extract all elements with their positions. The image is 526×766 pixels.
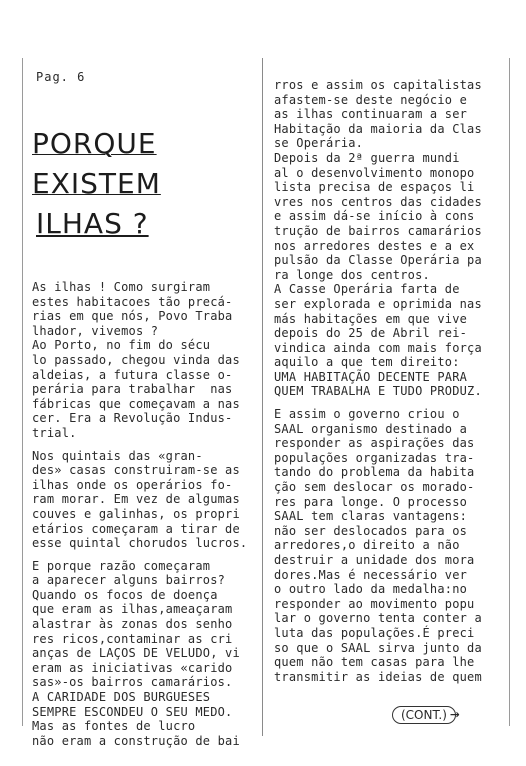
text-line: ram morar. Em vez de algumas — [32, 492, 240, 507]
text-line: alastrar às zonas dos senho — [32, 617, 233, 632]
text-line: lista precisa de espaços li — [274, 180, 475, 195]
text-line: aquilo a que tem direito: — [274, 355, 460, 370]
text-line: que eram as ilhas,ameaçaram — [32, 602, 233, 617]
text-line: ser explorada e oprimida nas — [274, 296, 482, 311]
text-line: so que o SAAL sirva junto da — [274, 640, 482, 655]
text-line: quem não tem casas para lhe — [274, 655, 475, 670]
text-line: Mas as fontes de lucro — [32, 719, 196, 734]
headline — [32, 124, 252, 244]
text-line: não eram a construção de bai — [32, 733, 240, 748]
text-line: cer. Era a Revolução Indus- — [32, 411, 233, 426]
right-column — [274, 78, 502, 684]
text-line: As ilhas ! Como surgiram — [32, 280, 211, 294]
text-line: pulsão da Classe Operária pa — [274, 253, 482, 268]
text-line: o outro lado da medalha:no — [274, 582, 468, 597]
paragraph-gap — [32, 441, 252, 449]
text-line: eram as iniciativas «carido — [32, 660, 233, 675]
text-line: tando do problema da habita — [274, 465, 475, 480]
text-line: dores.Mas é necessário ver — [274, 567, 468, 582]
left-column — [32, 70, 252, 748]
text-line: lhador, vivemos ? — [32, 323, 159, 338]
text-line: rias em que nós, Povo Traba — [32, 309, 233, 324]
text-line: afastem-se deste negócio e — [274, 92, 468, 107]
text-line: trial. — [32, 425, 77, 440]
text-line: rros e assim os capitalistas — [274, 78, 482, 92]
text-line: más habitações em que vive — [274, 311, 468, 326]
paragraph-gap — [32, 551, 252, 559]
text-line: se Operária. — [274, 136, 364, 151]
page-number: Pag. 6 — [36, 70, 86, 84]
text-line: des» casas construiram-se as — [32, 463, 240, 478]
text-line: Nos quintais das «gran- — [32, 448, 203, 463]
text-line: E assim o governo criou o — [274, 407, 460, 422]
text-line: anças de LAÇOS DE VELUDO, vi — [32, 646, 240, 661]
text-line: arredores,o direito a não — [274, 538, 460, 553]
right-column-text — [274, 78, 502, 684]
text-line: ilhas onde os operários fo- — [32, 477, 233, 492]
text-line: perária para trabalhar nas — [32, 382, 233, 397]
text-line: populações organizadas tra- — [274, 450, 475, 465]
text-line: etários começaram a tirar de — [32, 521, 240, 536]
text-line: Depois da 2ª guerra mundi — [274, 150, 460, 165]
text-line: sas»-os bairros camarários. — [32, 675, 233, 690]
text-line: SAAL tem claras vantagens: — [274, 509, 468, 524]
paragraph-gap — [274, 399, 502, 407]
text-line: lo passado, chegou vinda das — [32, 352, 240, 367]
left-column-text — [32, 280, 252, 748]
text-line: Quando os focos de doença — [32, 587, 218, 602]
text-line: SEMPRE ESCONDEU O SEU MEDO. — [32, 704, 233, 719]
text-line: aldeias, a futura classe o- — [32, 367, 233, 382]
text-line: fábricas que começavam a nas — [32, 396, 240, 411]
text-line: vindica ainda com mais força — [274, 340, 482, 355]
text-line: QUEM TRABALHA E TUDO PRODUZ. — [274, 384, 482, 399]
text-line: A Casse Operária farta de — [274, 282, 460, 297]
text-line: responder as aspirações das — [274, 436, 475, 451]
text-line: ção sem deslocar os morado- — [274, 480, 475, 495]
text-line: vres nos centros das cidades — [274, 194, 482, 209]
text-line: Ao Porto, no fim do sécu — [32, 338, 211, 353]
text-line: res para longe. O processo — [274, 494, 468, 509]
text-line: E porque razão começaram — [32, 558, 211, 573]
text-line: A CARIDADE DOS BURGUESES — [32, 690, 211, 705]
text-line: a aparecer alguns bairros? — [32, 573, 226, 588]
text-line: UMA HABITAÇÃO DECENTE PARA — [274, 369, 468, 384]
continued-label: (CONT.) — [392, 706, 456, 724]
headline-line: ILHAS ? — [36, 207, 149, 240]
text-line: transmitir as ideias de quem — [274, 669, 482, 684]
text-line: Habitação da maioria da Clas — [274, 121, 482, 136]
text-line: nos arredores destes e a ex — [274, 238, 475, 253]
text-line: trução de bairros camarários — [274, 223, 482, 238]
text-line: responder ao movimento popu — [274, 596, 475, 611]
text-line: lar o governo tenta conter a — [274, 611, 482, 626]
text-line: esse quintal chorudos lucros. — [32, 536, 248, 551]
text-line: ra longe dos centros. — [274, 267, 430, 282]
text-line: SAAL organismo destinado a — [274, 421, 468, 436]
column-divider — [262, 58, 263, 736]
text-line: as ilhas continuaram a ser — [274, 107, 468, 122]
arrow-right-icon: → — [450, 704, 460, 723]
text-line: res ricos,contaminar as cri — [32, 631, 233, 646]
text-line: não ser deslocados para os — [274, 523, 468, 538]
text-line: couves e galinhas, os propri — [32, 506, 240, 521]
text-line: estes habitacoes tão precá- — [32, 294, 233, 309]
text-line: destruir a unidade dos mora — [274, 553, 475, 567]
text-line: depois do 25 de Abril rei- — [274, 326, 468, 341]
text-line: al o desenvolvimento monopo — [274, 165, 475, 180]
headline-line: PORQUE EXISTEM — [32, 127, 161, 200]
text-line: e assim dá-se início à cons — [274, 209, 475, 224]
text-line: luta das populações.É preci — [274, 625, 475, 640]
